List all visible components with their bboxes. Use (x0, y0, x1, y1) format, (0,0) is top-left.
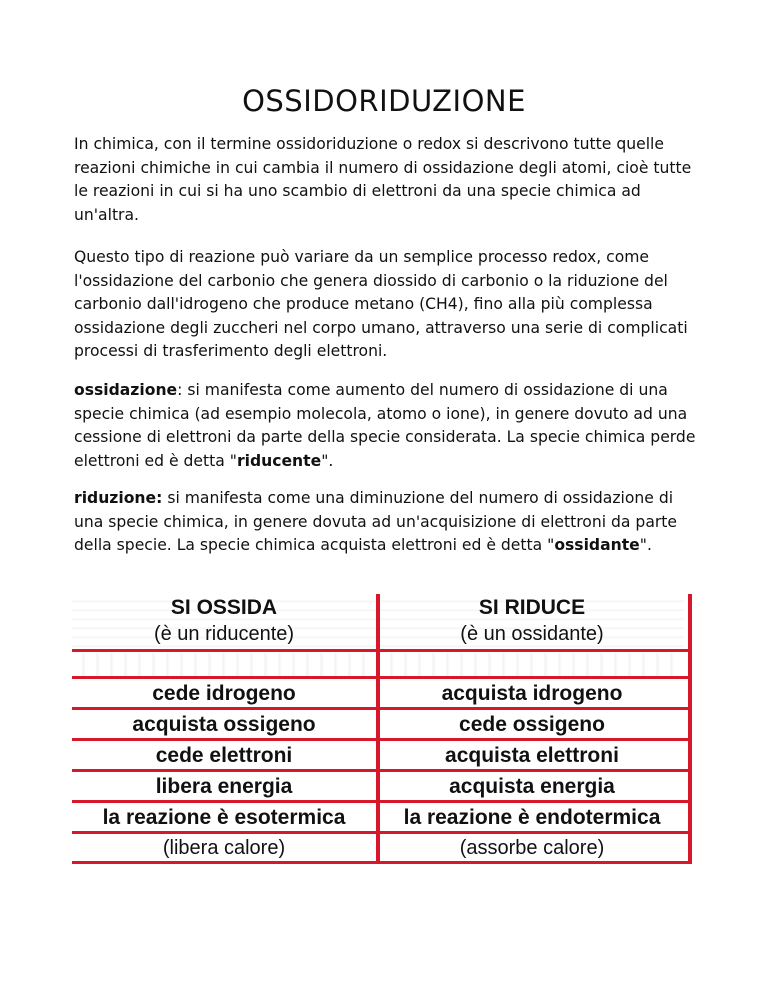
table-rule (72, 861, 688, 864)
oxidation-row: acquista ossigeno (132, 713, 316, 736)
reduction-end: ". (639, 536, 652, 554)
oxidation-footer: (libera calore) (162, 837, 286, 859)
table-rule (72, 738, 688, 741)
oxidation-row: libera energia (155, 775, 293, 798)
oxidation-row: cede elettroni (155, 744, 293, 767)
table-rule (72, 649, 688, 652)
reducing-term: riducente (236, 451, 322, 470)
reduction-row: acquista energia (449, 775, 615, 798)
table-rule (72, 676, 688, 679)
reduction-row: acquista elettroni (445, 744, 619, 767)
oxidation-row: la reazione è esotermica (102, 806, 346, 829)
page-title: OSSIDORIDUZIONE (242, 84, 526, 118)
oxidation-subheader: (è un riducente) (153, 623, 295, 645)
reduction-term: riduzione: (74, 489, 163, 507)
table-rule (72, 800, 688, 803)
oxidation-header: SI OSSIDA (170, 596, 278, 619)
reduction-column (380, 594, 684, 864)
oxidizing-term: ossidante (554, 536, 640, 554)
oxidation-definition (74, 379, 696, 473)
oxidation-end: ". (321, 451, 334, 470)
reduction-row: cede ossigeno (459, 713, 605, 736)
oxidation-row: cede idrogeno (152, 682, 296, 705)
reduction-definition (74, 487, 696, 558)
redox-comparison-table (72, 594, 692, 864)
examples-paragraph: Questo tipo di reazione può variare da un semplice processo redox, come l'ossidazione del carbonio che genera diossido di carbonio o la riduzione del carbonio dall'idrogeno che produce metano (CH4), fino alla più complessa ossidazione degli zuccheri nel corpo umano, attraverso una serie di complicati processi di trasferimento degli elettroni. (74, 248, 688, 360)
reduction-footer: (assorbe calore) (459, 837, 605, 859)
intro-paragraph: In chimica, con il termine ossidoriduzione o redox si descrivono tutte quelle reazioni chimiche in cui cambia il numero di ossidazione degli atomi, cioè tutte le reazioni in cui si ha uno scambio di elettroni da una specie chimica ad un'altra. (74, 135, 692, 224)
reduction-row: la reazione è endotermica (403, 806, 661, 829)
reduction-header: SI RIDUCE (478, 596, 586, 619)
table-rule (72, 769, 688, 772)
oxidation-column (72, 594, 376, 864)
reduction-text: si manifesta come una diminuzione del numero di ossidazione di una specie chimica, in genere dovuta ad un'acquisizione di elettroni da parte della specie. La specie chimica acquista elettroni ed è detta " (74, 489, 678, 554)
table-rule (72, 831, 688, 834)
reduction-row: acquista idrogeno (441, 682, 623, 705)
oxidation-term: ossidazione (74, 381, 178, 399)
reduction-subheader: (è un ossidante) (460, 623, 604, 645)
table-rule (72, 707, 688, 710)
oxidation-text: : si manifesta come aumento del numero di ossidazione di una specie chimica (ad esempio molecola, atomo o ione), in genere dovuto ad una cessione di elettroni da parte della specie considerata. La specie chimica perde elettroni ed è detta " (74, 381, 696, 470)
